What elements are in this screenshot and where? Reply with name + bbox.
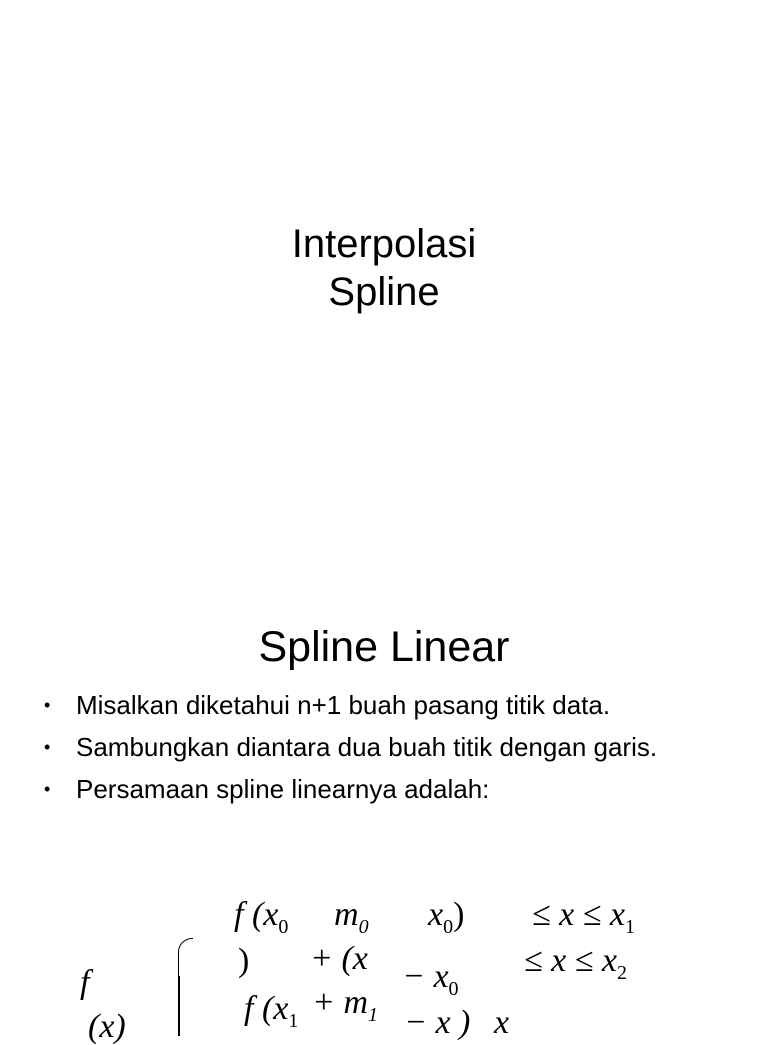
list-item [42,688,742,722]
row1-cond: ≤ $x \le x_1$ [532,896,636,938]
row3-f: f ($x_1$ [244,990,299,1032]
brace-icon [178,938,193,979]
title-line-2: Spline [328,270,440,314]
bullet-text: Misalkan diketahui n+1 buah pasang titik data. [76,690,611,720]
formula-lhs-paren: (x) [88,1008,126,1045]
bullet-icon: • [44,695,51,715]
row3-x: x [494,1004,510,1041]
title-line-1: Interpolasi [291,222,477,266]
row3-minus: − x ) [404,1004,471,1041]
row2-minus: − $x_0$ [402,958,459,1000]
list-item [42,730,742,764]
formula-lhs-f: f [80,964,90,1001]
bullet-text: Sambungkan diantara dua buah titik dengan garis. [76,732,658,762]
row3-m: + $m_1$ [312,984,378,1026]
bullet-text: Persamaan spline linearnya adalah: [76,774,490,804]
row2-plus: + (x [310,940,368,977]
section-heading: Spline Linear [258,623,510,671]
slide-title [0,220,768,316]
list-item [42,772,742,806]
bullet-icon: • [44,779,51,799]
row1-f: f ($x_0$ [234,896,289,938]
row2-close: ) [238,942,250,979]
row1-m: $m_0$ [334,896,369,938]
bullet-list [42,688,742,814]
row1-x0: $x_0$) [428,896,465,938]
brace-stem [178,976,180,1036]
bullet-icon: • [44,737,51,757]
row2-cond: ≤ $x \le x_2$ [524,942,628,984]
